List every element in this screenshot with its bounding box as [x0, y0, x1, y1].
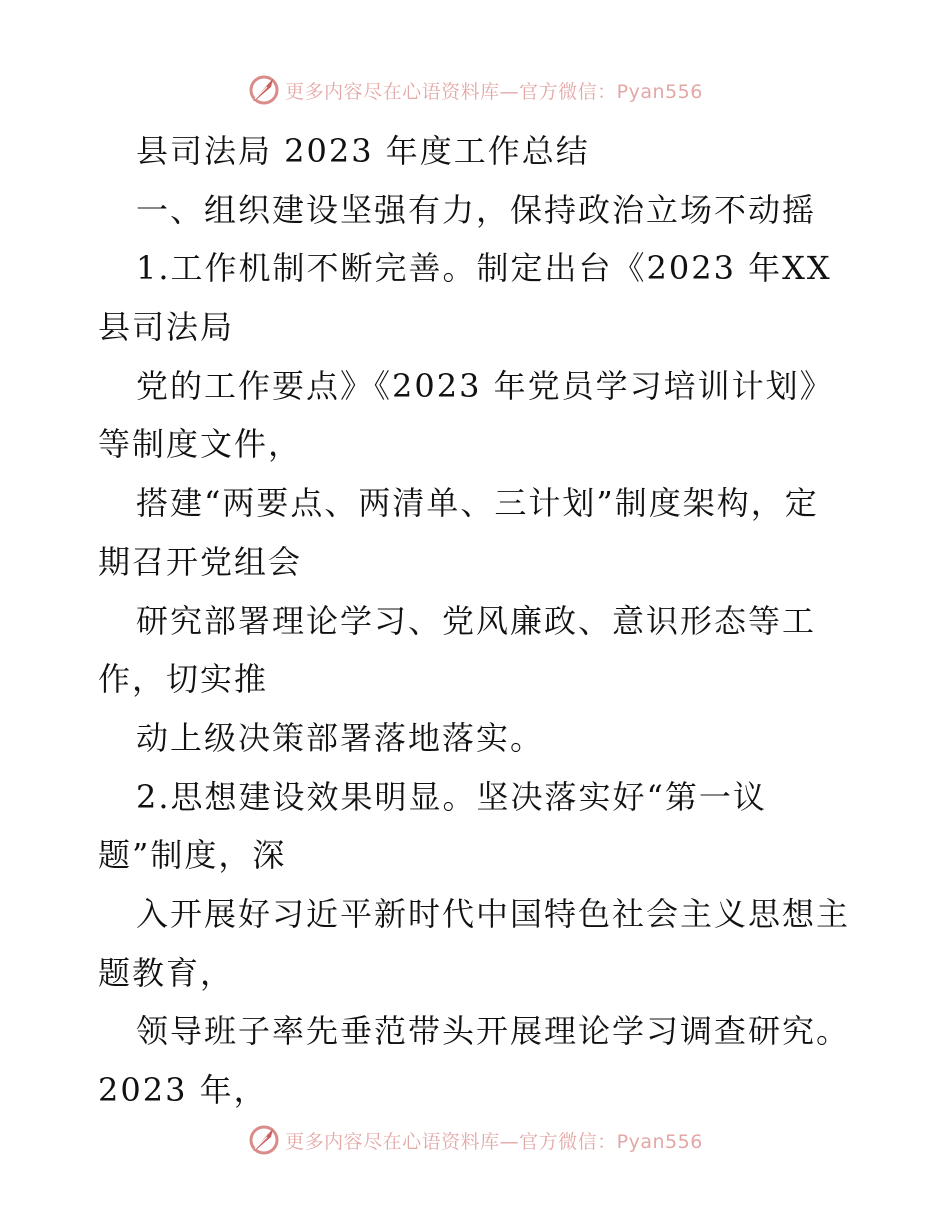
text-line: 县司法局 2023 年度工作总结 [136, 132, 590, 170]
text-line: 等制度文件， [98, 425, 303, 464]
text-line: 题”制度，深 [98, 836, 287, 875]
text-line: 动上级决策部署落地落实。 [136, 718, 545, 757]
text-line: 一、组织建设坚强有力，保持政治立场不动摇 [136, 190, 817, 229]
text-line: 入开展好习近平新时代中国特色社会主义思想主 [136, 894, 851, 933]
quill-pen-logo-icon [247, 73, 281, 107]
text-line: 研究部署理论学习、党风廉政、意识形态等工 [136, 601, 817, 640]
text-line: 1.工作机制不断完善。制定出台《2023 年XX [136, 249, 832, 288]
header-banner-text: 更多内容尽在心语资料库—官方微信：Pyan556 [285, 80, 703, 103]
document-body [98, 122, 858, 1120]
quill-pen-logo-icon [247, 1123, 281, 1157]
text-line: 领导班子率先垂范带头开展理论学习调查研究。 [136, 1012, 851, 1051]
header-banner [0, 70, 950, 110]
text-line: 党的工作要点》《2023 年党员学习培训计划》 [136, 366, 834, 405]
text-line: 县司法局 [98, 308, 235, 347]
text-line: 题教育， [98, 953, 235, 992]
text-line: 搭建“两要点、两清单、三计划”制度架构，定 [136, 484, 819, 523]
text-line: 作，切实推 [98, 660, 269, 699]
text-line: 2.思想建设效果明显。坚决落实好“第一议 [136, 777, 767, 816]
text-line: 2023 年， [98, 1071, 268, 1109]
footer-banner [0, 1120, 950, 1160]
text-line: 期召开党组会 [98, 542, 303, 581]
footer-banner-text: 更多内容尽在心语资料库—官方微信：Pyan556 [285, 1130, 703, 1153]
